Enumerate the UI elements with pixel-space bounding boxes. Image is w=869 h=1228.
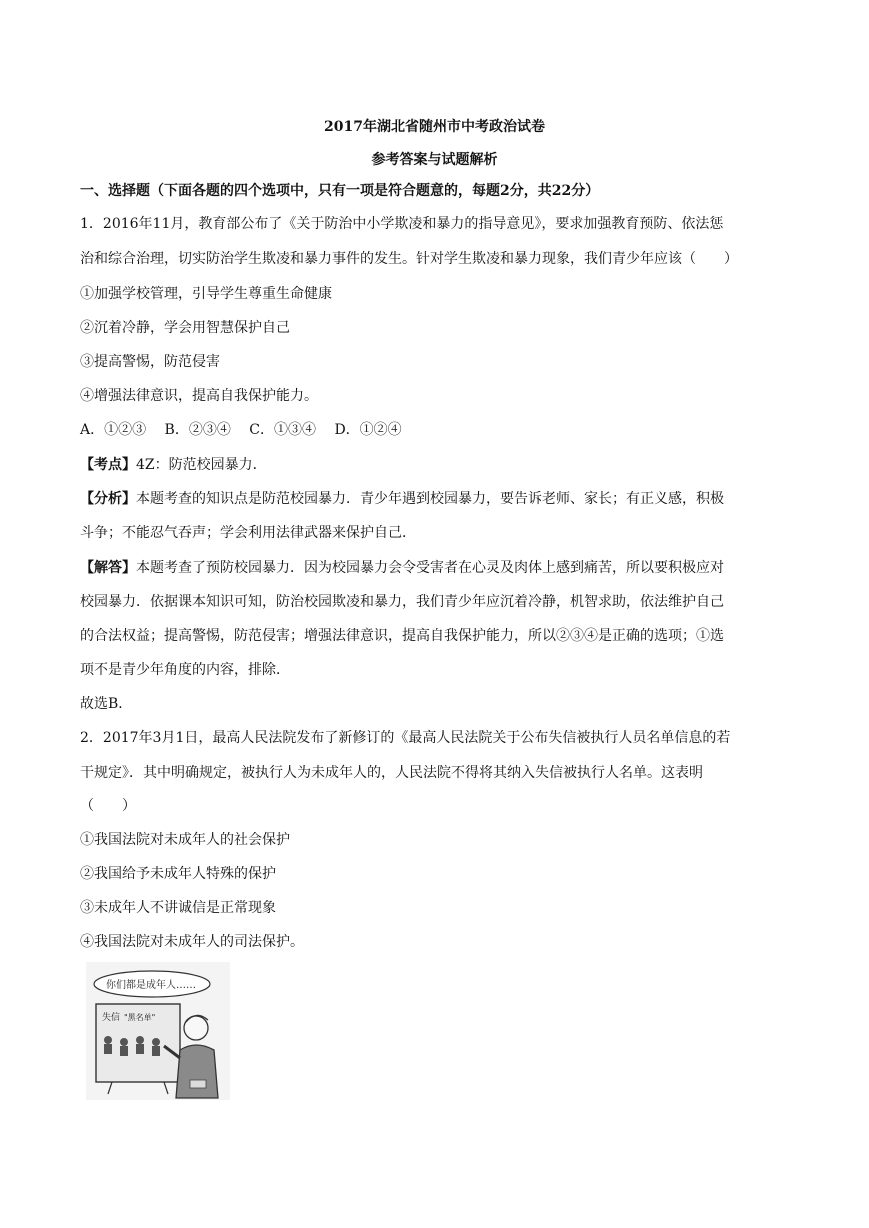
q1-option-2: ②沉着冷静，学会用智慧保护自己 [80,320,290,336]
board-text-a: 失信 [102,1013,121,1023]
document-subtitle: 参考答案与试题解析 [371,152,498,168]
section-heading: 一、选择题（下面各题的四个选项中，只有一项是符合题意的，每题2分，共22分） [80,183,600,199]
q2-option-1: ①我国法院对未成年人的社会保护 [80,832,290,848]
q2-option-4: ④我国法院对未成年人的司法保护。 [80,934,304,950]
q1-kaodian [80,455,267,475]
q2-stem-line-1: 2．2017年3月1日，最高人民法院发布了新修订的《最高人民法院关于公布失信被执行人员名单信息的若 [80,730,731,746]
jieda-tag: 【解答】 [80,560,136,576]
q1-answer: 故选B． [80,696,133,712]
q1-jieda-line-4: 项不是青少年角度的内容，排除． [80,662,290,678]
jieda-text-1: 本题考查了预防校园暴力．因为校园暴力会令受害者在心灵及肉体上感到痛苦，所以要积极应对 [136,560,724,576]
kaodian-tag: 【考点】 [80,457,136,473]
q1-option-1: ①加强学校管理，引导学生尊重生命健康 [80,286,332,302]
q2-option-2: ②我国给予未成年人特殊的保护 [80,866,276,882]
q1-stem-line-2: 治和综合治理，切实防治学生欺凌和暴力事件的发生。针对学生欺凌和暴力现象，我们青少年应该（ ） [80,251,738,267]
q1-jieda-line-3: 的合法权益；提高警惕，防范侵害；增强法律意识，提高自我保护能力，所以②③④是正确的选项；①选 [80,628,724,644]
fenxi-text-1: 本题考查的知识点是防范校园暴力．青少年遇到校园暴力，要告诉老师、家长；有正义感，积极 [136,491,724,507]
board-text-b: "黑名单" [124,1013,156,1022]
q1-fenxi-line-1 [80,489,724,509]
kaodian-text: 4Z：防范校园暴力． [136,457,267,473]
q2-stem-line-3: （ ） [80,798,136,814]
q1-option-3: ③提高警惕，防范侵害 [80,354,220,370]
q1-choices: A．①②③ B．②③④ C．①③④ D．①②④ [80,422,402,438]
q1-fenxi-line-2: 斗争；不能忍气吞声；学会利用法律武器来保护自己． [80,525,416,541]
q1-jieda-line-1 [80,558,724,578]
q1-stem-line-1: 1．2016年11月，教育部公布了《关于防治中小学欺凌和暴力的指导意见》，要求加强教育预防、依法惩 [80,216,724,232]
bubble-text: 你们都是成年人…… [106,980,196,991]
cartoon-illustration [86,962,230,1100]
fenxi-tag: 【分析】 [80,491,136,507]
q1-option-4: ④增强法律意识，提高自我保护能力。 [80,388,318,404]
q2-option-3: ③未成年人不讲诚信是正常现象 [80,900,276,916]
q2-stem-line-2: 干规定》．其中明确规定，被执行人为未成年人的，人民法院不得将其纳入失信被执行人名单。这表明 [80,765,703,781]
document-title: 2017年湖北省随州市中考政治试卷 [324,119,545,135]
q1-jieda-line-2: 校园暴力．依据课本知识可知，防治校园欺凌和暴力，我们青少年应沉着冷静，机智求助，依法维护自己 [80,594,724,610]
